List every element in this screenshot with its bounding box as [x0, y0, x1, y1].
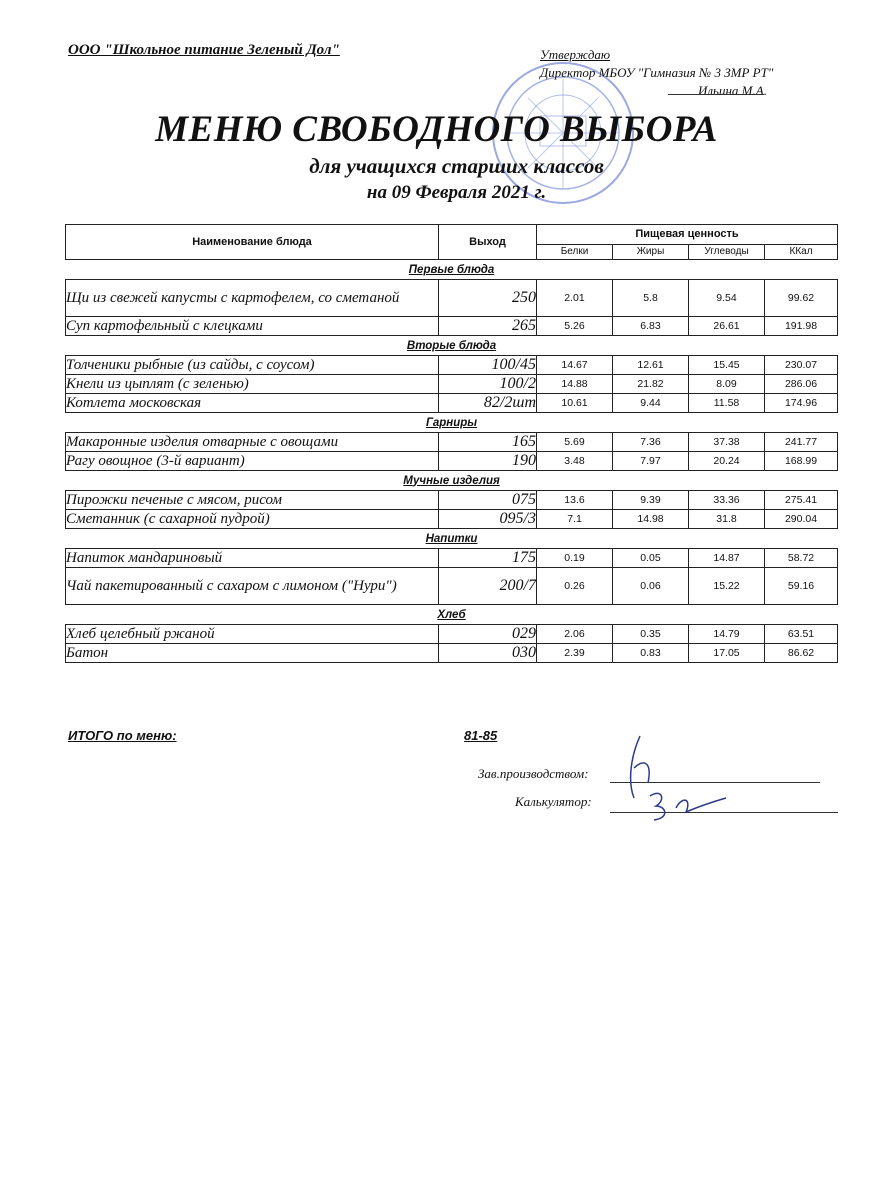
dish-output: 190 [439, 452, 537, 471]
page-subtitle: для учащихся старших классов [309, 154, 604, 178]
dish-protein: 0.19 [537, 549, 613, 568]
table-row [66, 356, 838, 375]
section-title: Гарниры [66, 413, 838, 433]
dish-kcal: 58.72 [765, 549, 838, 568]
approve-signature-line [668, 94, 764, 95]
dish-carbs: 11.58 [689, 394, 765, 413]
dish-name: Чай пакетированный с сахаром с лимоном ("Нури") [66, 568, 439, 605]
calculator-label: Калькулятор: [515, 794, 592, 809]
dish-fat: 14.98 [613, 510, 689, 529]
dish-protein: 3.48 [537, 452, 613, 471]
dish-name: Щи из свежей капусты с картофелем, со сметаной [66, 280, 439, 317]
dish-output: 100/2 [439, 375, 537, 394]
col-header-carbs: Углеводы [689, 244, 765, 259]
dish-name: Хлеб целебный ржаной [66, 625, 439, 644]
dish-output: 100/45 [439, 356, 537, 375]
dish-kcal: 290.04 [765, 510, 838, 529]
menu-table [65, 224, 838, 663]
dish-fat: 9.44 [613, 394, 689, 413]
dish-name: Пирожки печеные с мясом, рисом [66, 491, 439, 510]
handwritten-signature [600, 728, 740, 828]
dish-name: Макаронные изделия отварные с овощами [66, 433, 439, 452]
dish-name: Кнели из цыплят (с зеленью) [66, 375, 439, 394]
section-title: Хлеб [66, 605, 838, 625]
dish-fat: 0.83 [613, 644, 689, 663]
dish-protein: 14.88 [537, 375, 613, 394]
dish-protein: 0.26 [537, 568, 613, 605]
dish-fat: 7.36 [613, 433, 689, 452]
dish-output: 175 [439, 549, 537, 568]
dish-name: Сметанник (с сахарной пудрой) [66, 510, 439, 529]
dish-output: 095/3 [439, 510, 537, 529]
dish-output: 029 [439, 625, 537, 644]
table-row [66, 568, 838, 605]
dish-carbs: 15.45 [689, 356, 765, 375]
dish-output: 200/7 [439, 568, 537, 605]
dish-output: 82/2шт [439, 394, 537, 413]
dish-name: Толченики рыбные (из сайды, с соусом) [66, 356, 439, 375]
total-value: 81-85 [464, 728, 498, 743]
section-title: Вторые блюда [66, 336, 838, 356]
dish-fat: 5.8 [613, 280, 689, 317]
dish-protein: 2.01 [537, 280, 613, 317]
dish-protein: 10.61 [537, 394, 613, 413]
dish-carbs: 14.87 [689, 549, 765, 568]
dish-kcal: 174.96 [765, 394, 838, 413]
table-row [66, 644, 838, 663]
dish-fat: 21.82 [613, 375, 689, 394]
table-row [66, 317, 838, 336]
col-header-fat: Жиры [613, 244, 689, 259]
dish-output: 030 [439, 644, 537, 663]
dish-carbs: 14.79 [689, 625, 765, 644]
production-head-label: Зав.производством: [478, 766, 589, 781]
dish-kcal: 241.77 [765, 433, 838, 452]
dish-protein: 13.6 [537, 491, 613, 510]
table-row [66, 433, 838, 452]
dish-fat: 0.05 [613, 549, 689, 568]
dish-output: 075 [439, 491, 537, 510]
table-row [66, 394, 838, 413]
total-label: ИТОГО по меню: [68, 728, 177, 743]
col-header-out: Выход [439, 225, 537, 260]
dish-carbs: 20.24 [689, 452, 765, 471]
dish-fat: 7.97 [613, 452, 689, 471]
col-header-nutrition: Пищевая ценность [537, 225, 838, 245]
dish-name: Суп картофельный с клецками [66, 317, 439, 336]
table-row [66, 549, 838, 568]
dish-protein: 2.39 [537, 644, 613, 663]
table-row [66, 452, 838, 471]
company-name: ООО "Школьное питание Зеленый Дол" [68, 42, 340, 58]
dish-kcal: 191.98 [765, 317, 838, 336]
dish-kcal: 86.62 [765, 644, 838, 663]
menu-date: на 09 Февраля 2021 г. [366, 182, 547, 203]
approval-block [540, 46, 773, 100]
dish-carbs: 17.05 [689, 644, 765, 663]
section-title: Первые блюда [66, 260, 838, 280]
table-row [66, 280, 838, 317]
dish-carbs: 15.22 [689, 568, 765, 605]
dish-protein: 14.67 [537, 356, 613, 375]
dish-fat: 12.61 [613, 356, 689, 375]
dish-carbs: 26.61 [689, 317, 765, 336]
page-title: МЕНЮ СВОБОДНОГО ВЫБОРА [155, 109, 718, 150]
table-row [66, 375, 838, 394]
section-title: Напитки [66, 529, 838, 549]
dish-output: 165 [439, 433, 537, 452]
col-header-kcal: ККал [765, 244, 838, 259]
dish-kcal: 275.41 [765, 491, 838, 510]
table-row [66, 491, 838, 510]
dish-name: Рагу овощное (3-й вариант) [66, 452, 439, 471]
dish-carbs: 33.36 [689, 491, 765, 510]
col-header-protein: Белки [537, 244, 613, 259]
table-row [66, 510, 838, 529]
dish-carbs: 8.09 [689, 375, 765, 394]
col-header-name: Наименование блюда [66, 225, 439, 260]
approve-label: Утверждаю [540, 47, 611, 62]
dish-name: Котлета московская [66, 394, 439, 413]
dish-fat: 0.06 [613, 568, 689, 605]
dish-fat: 0.35 [613, 625, 689, 644]
dish-fat: 9.39 [613, 491, 689, 510]
approve-name: Ильина М.А. [698, 83, 767, 98]
dish-name: Батон [66, 644, 439, 663]
dish-protein: 7.1 [537, 510, 613, 529]
dish-kcal: 168.99 [765, 452, 838, 471]
dish-output: 250 [439, 280, 537, 317]
dish-kcal: 230.07 [765, 356, 838, 375]
approve-position: Директор МБОУ "Гимназия № 3 ЗМР РТ" [540, 65, 774, 80]
dish-name: Напиток мандариновый [66, 549, 439, 568]
dish-protein: 5.69 [537, 433, 613, 452]
dish-carbs: 37.38 [689, 433, 765, 452]
dish-kcal: 63.51 [765, 625, 838, 644]
dish-protein: 2.06 [537, 625, 613, 644]
section-title: Мучные изделия [66, 471, 838, 491]
dish-kcal: 99.62 [765, 280, 838, 317]
dish-fat: 6.83 [613, 317, 689, 336]
dish-output: 265 [439, 317, 537, 336]
dish-protein: 5.26 [537, 317, 613, 336]
table-row [66, 625, 838, 644]
dish-carbs: 9.54 [689, 280, 765, 317]
dish-kcal: 59.16 [765, 568, 838, 605]
dish-kcal: 286.06 [765, 375, 838, 394]
dish-carbs: 31.8 [689, 510, 765, 529]
